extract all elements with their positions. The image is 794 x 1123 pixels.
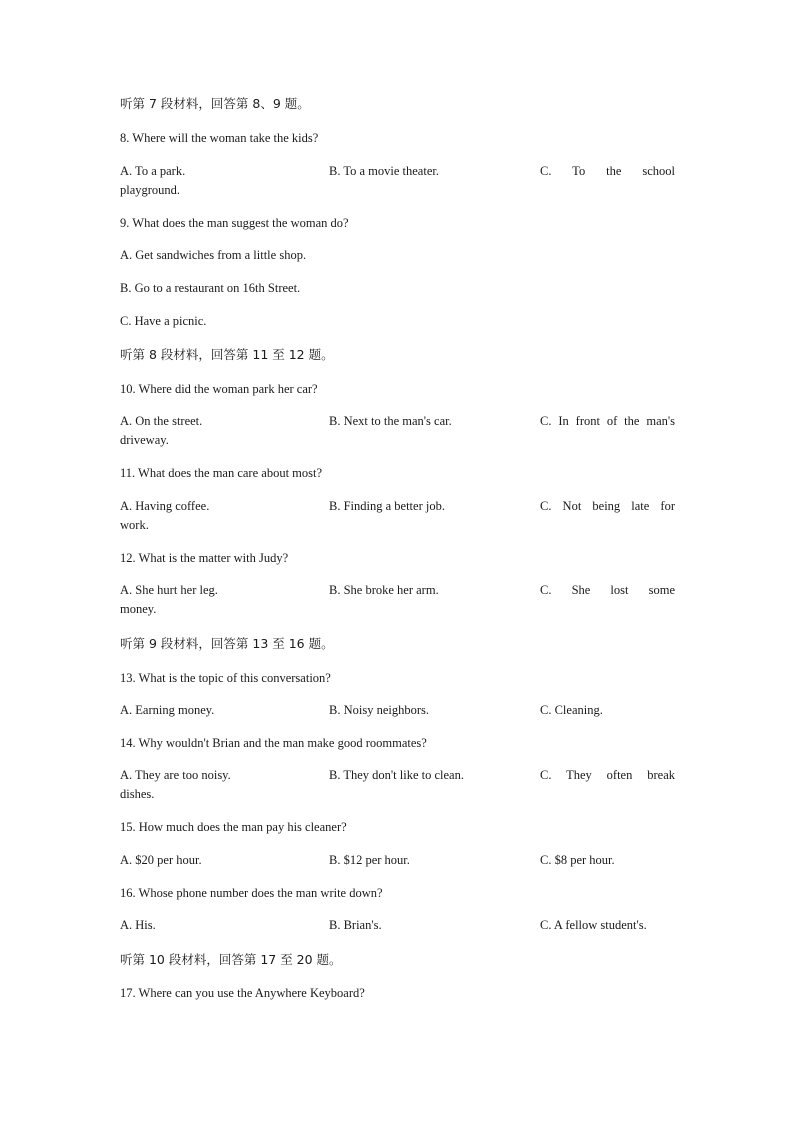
question-11-stem: 11. What does the man care about most? [120, 466, 323, 480]
question-8-option-b: B. To a movie theater. [329, 164, 439, 178]
question-10-options [120, 412, 675, 450]
question-13-option-c: C. Cleaning. [540, 703, 603, 717]
question-8-option-c: C. To the school [540, 164, 675, 178]
question-11-option-b: B. Finding a better job. [329, 499, 445, 513]
question-9-stem: 9. What does the man suggest the woman do? [120, 216, 349, 230]
question-9-option-a: A. Get sandwiches from a little shop. [120, 248, 307, 262]
question-12-options [120, 581, 675, 619]
question-11-option-c: C. Not being late for [540, 499, 675, 513]
question-16-option-a: A. His. [120, 918, 156, 932]
question-15-options [120, 851, 675, 870]
question-12-option-b: B. She broke her arm. [329, 583, 439, 597]
question-13-option-a: A. Earning money. [120, 703, 215, 717]
section-heading-7: 听第 7 段材料，回答第 8、9 题。 [120, 96, 310, 111]
question-9-option-c: C. Have a picnic. [120, 314, 207, 328]
question-16-option-c: C. A fellow student's. [540, 918, 647, 932]
question-16-stem: 16. Whose phone number does the man write down? [120, 886, 383, 900]
question-8-options [120, 162, 675, 200]
question-15-option-a: A. $20 per hour. [120, 853, 202, 867]
question-16-option-b: B. Brian's. [329, 918, 382, 932]
question-12-option-a: A. She hurt her leg. [120, 583, 218, 597]
question-13-option-b: B. Noisy neighbors. [329, 703, 429, 717]
question-10-option-b: B. Next to the man's car. [329, 414, 452, 428]
question-14-option-c: C. They often break [540, 768, 675, 782]
question-12-stem: 12. What is the matter with Judy? [120, 551, 289, 565]
question-17-stem: 17. Where can you use the Anywhere Keyboard? [120, 986, 365, 1000]
question-11-option-a: A. Having coffee. [120, 499, 210, 513]
section-heading-9: 听第 9 段材料，回答第 13 至 16 题。 [120, 636, 334, 651]
question-8-option-a: A. To a park. [120, 164, 186, 178]
question-8-stem: 8. Where will the woman take the kids? [120, 131, 319, 145]
question-10-option-c: C. In front of the man's [540, 414, 675, 428]
question-12-option-c-continued: money. [120, 602, 157, 616]
question-10-option-c-continued: driveway. [120, 433, 169, 447]
section-heading-8: 听第 8 段材料，回答第 11 至 12 题。 [120, 347, 334, 362]
section-heading-10: 听第 10 段材料，回答第 17 至 20 题。 [120, 952, 342, 967]
question-8-option-c-continued: playground. [120, 183, 181, 197]
question-14-option-a: A. They are too noisy. [120, 768, 231, 782]
question-15-stem: 15. How much does the man pay his cleaner? [120, 820, 347, 834]
question-10-stem: 10. Where did the woman park her car? [120, 382, 318, 396]
question-14-stem: 14. Why wouldn't Brian and the man make good roommates? [120, 736, 427, 750]
question-16-options [120, 916, 675, 935]
question-9-option-b: B. Go to a restaurant on 16th Street. [120, 281, 301, 295]
question-12-option-c: C. She lost some [540, 583, 675, 597]
question-11-option-c-continued: work. [120, 518, 149, 532]
question-15-option-b: B. $12 per hour. [329, 853, 410, 867]
question-11-options [120, 497, 675, 535]
question-10-option-a: A. On the street. [120, 414, 203, 428]
question-14-option-c-continued: dishes. [120, 787, 155, 801]
question-13-stem: 13. What is the topic of this conversation? [120, 671, 331, 685]
question-14-options [120, 766, 675, 804]
question-15-option-c: C. $8 per hour. [540, 853, 615, 867]
question-13-options [120, 701, 675, 720]
question-14-option-b: B. They don't like to clean. [329, 768, 464, 782]
